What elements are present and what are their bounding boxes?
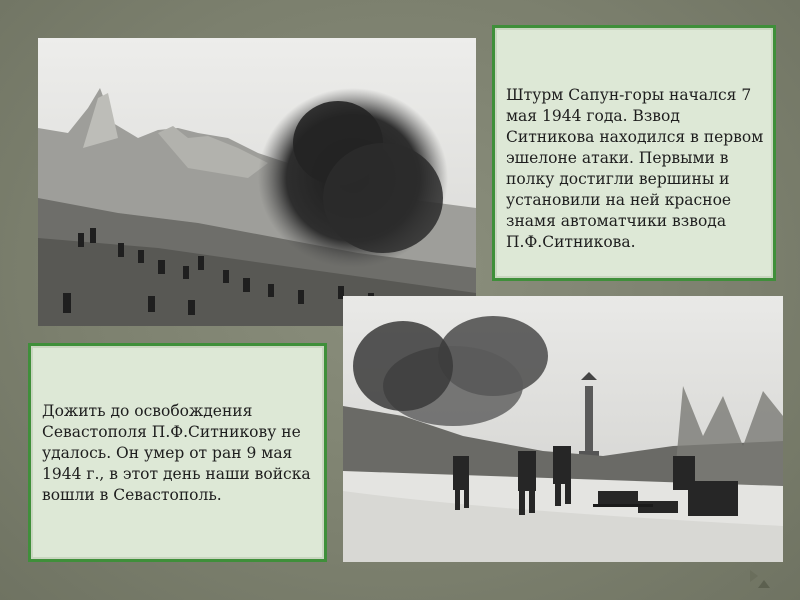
caption-text-storm: Штурм Сапун-горы начался 7 мая 1944 года. Взвод Ситникова находился в первом эшелоне атаки. Первыми в полку достигли вершины и установили на ней красное знамя автоматчики взвода П.Ф.Ситникова. <box>506 86 764 251</box>
battle-photo-monument <box>343 296 783 562</box>
corner-decoration-icon <box>750 570 758 582</box>
monument-photo-illustration <box>343 296 783 562</box>
caption-box-storm <box>492 25 776 281</box>
hillside-photo-illustration <box>38 38 476 326</box>
caption-text-death: Дожить до освобождения Севастополя П.Ф.Ситникову не удалось. Он умер от ран 9 мая 1944 г., в этот день наши войска вошли в Севастополь. <box>42 402 311 504</box>
caption-box-death <box>28 343 327 562</box>
corner-decoration-icon <box>758 580 770 588</box>
battle-photo-hillside <box>38 38 476 326</box>
